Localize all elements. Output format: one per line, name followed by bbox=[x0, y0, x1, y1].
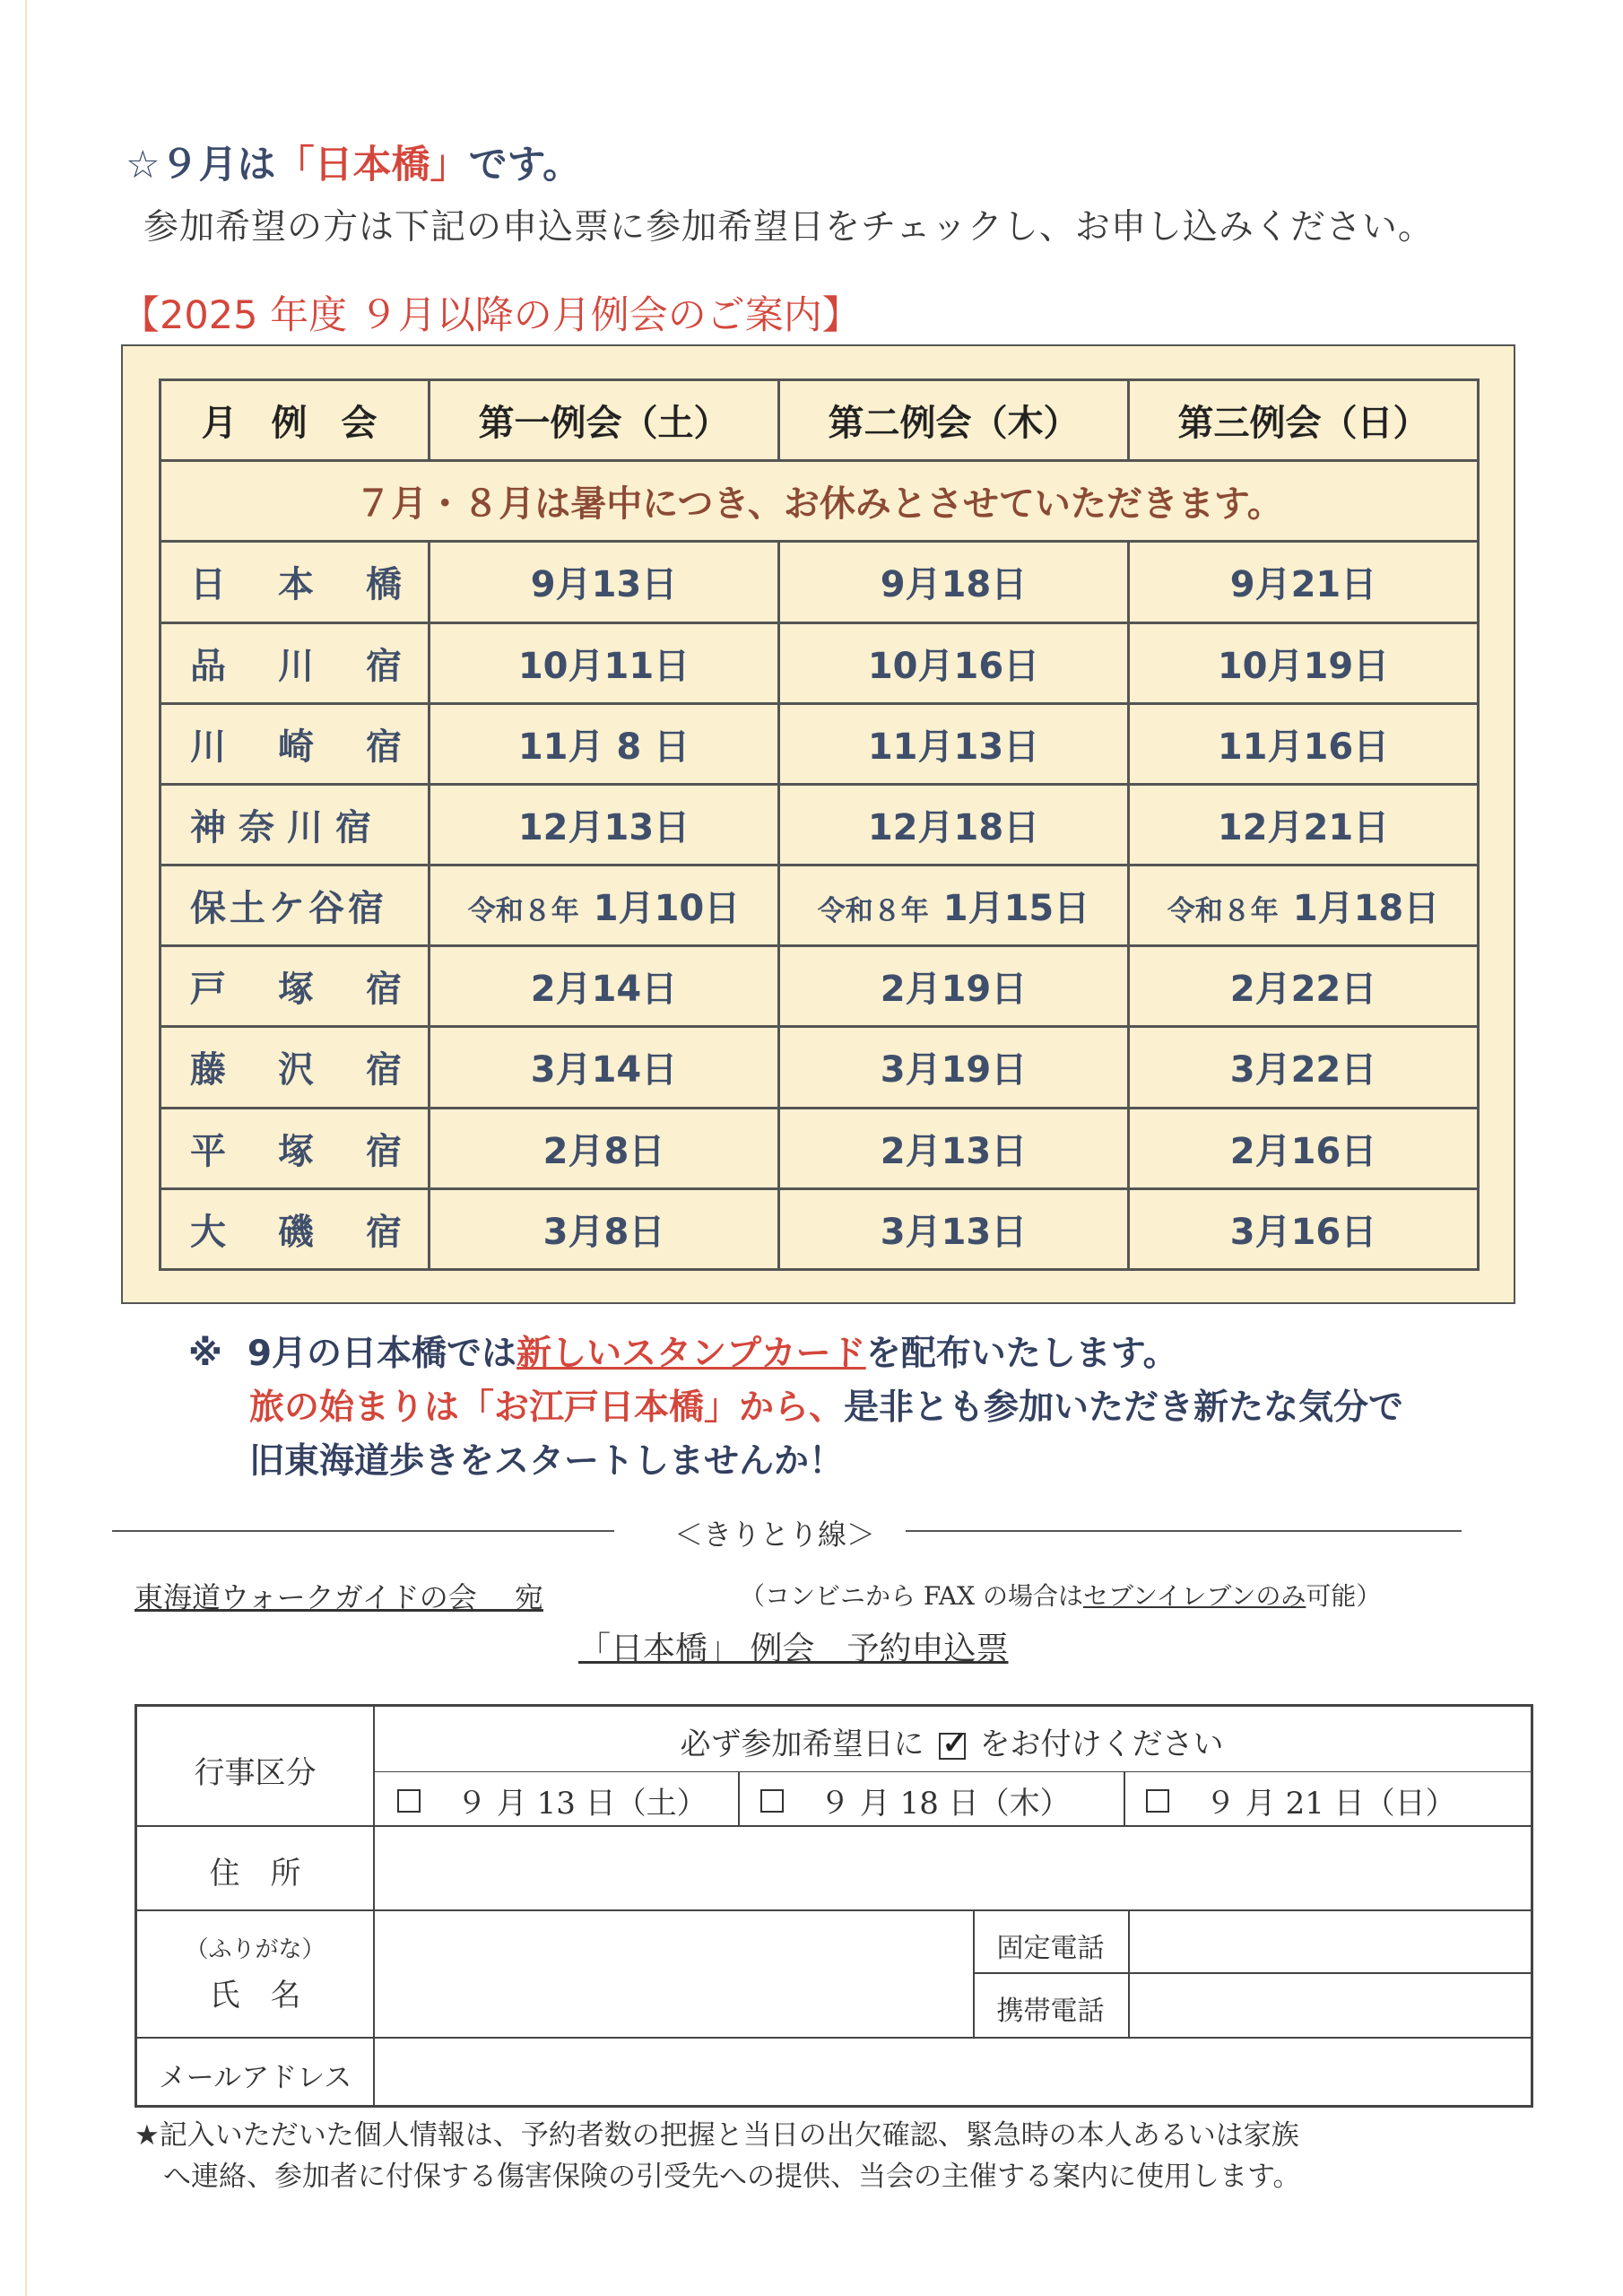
column-header: 第三例会（日） bbox=[1129, 380, 1479, 461]
landline-field[interactable] bbox=[1130, 1911, 1531, 1972]
date-cell: 12月21日 bbox=[1129, 784, 1479, 865]
date-cell: 9月13日 bbox=[430, 542, 779, 622]
mobile-field[interactable] bbox=[1130, 1974, 1531, 2037]
note-mark: ※ bbox=[188, 1334, 222, 1374]
name-field[interactable] bbox=[375, 1911, 973, 2037]
station-name: 戸塚宿 bbox=[161, 946, 430, 1027]
date-text: 1月10日 bbox=[593, 888, 741, 930]
furigana-label: （ふりがな） bbox=[185, 1936, 325, 1963]
table-row bbox=[161, 1027, 1479, 1108]
table-row bbox=[161, 1108, 1479, 1188]
note-line2 bbox=[188, 1381, 1403, 1435]
station-name: 保土ケ谷宿 bbox=[161, 865, 430, 946]
date-text: 1月18日 bbox=[1292, 888, 1440, 930]
date-cell: 3月19日 bbox=[779, 1027, 1129, 1108]
table-row bbox=[161, 1188, 1479, 1269]
privacy-footnote bbox=[135, 2115, 1301, 2197]
fax-note-b: 可能） bbox=[1306, 1581, 1382, 1611]
date-cell: 11月16日 bbox=[1129, 703, 1479, 784]
check-instruction bbox=[373, 1719, 1531, 1763]
checkbox-icon[interactable] bbox=[760, 1789, 784, 1813]
date-option-3[interactable] bbox=[1146, 1779, 1456, 1822]
cut-line-right bbox=[906, 1530, 1462, 1532]
date-option-label: ９ 月 18 日（木） bbox=[820, 1786, 1071, 1822]
schedule-heading: 【2025 年度 ９月以降の月例会のご案内】 bbox=[121, 293, 861, 338]
date-cell: 10月16日 bbox=[779, 622, 1129, 703]
addressee: 東海道ウォークガイドの会 宛 bbox=[135, 1580, 543, 1614]
station-name: 川崎宿 bbox=[161, 703, 430, 784]
date-option-2[interactable] bbox=[760, 1779, 1071, 1822]
station-name: 平塚宿 bbox=[161, 1108, 430, 1188]
note-line2-red: 旅の始まりは「お江戸日本橋」から、 bbox=[249, 1387, 845, 1428]
table-row bbox=[161, 542, 1479, 622]
schedule-panel bbox=[121, 344, 1515, 1304]
date-cell: 2月16日 bbox=[1129, 1108, 1479, 1188]
summer-break-row bbox=[161, 461, 1479, 542]
station-name: 大磯宿 bbox=[161, 1188, 430, 1269]
note-line1-red: 新しいスタンプカード bbox=[516, 1334, 866, 1374]
stamp-card-note bbox=[188, 1327, 1403, 1489]
date-cell: 3月8日 bbox=[430, 1188, 779, 1269]
note-line1-a: 9月の日本橋では bbox=[247, 1334, 517, 1374]
date-cell: 10月19日 bbox=[1129, 622, 1479, 703]
station-name: 品川宿 bbox=[161, 622, 430, 703]
station-name: 神奈川宿 bbox=[161, 784, 430, 865]
column-header: 第二例会（木） bbox=[779, 380, 1129, 461]
check-instruction-a: 必ず参加希望日に bbox=[680, 1726, 924, 1762]
era-label: 令和８年 bbox=[817, 895, 929, 928]
table-row bbox=[161, 703, 1479, 784]
date-text: 1月15日 bbox=[942, 888, 1090, 930]
intro-heading bbox=[126, 135, 581, 189]
fax-note-underlined: セブンイレブンのみ bbox=[1082, 1581, 1306, 1611]
footnote-line1: ★記入いただいた個人情報は、予約者数の把握と当日の出欠確認、緊急時の本人あるいは家族 bbox=[135, 2119, 1299, 2152]
table-row bbox=[161, 865, 1479, 946]
note-line2-b: 是非とも参加いただき新たな気分で bbox=[844, 1387, 1404, 1428]
date-option-label: ９ 月 13 日（土） bbox=[456, 1786, 707, 1822]
date-option-label: ９ 月 21 日（日） bbox=[1205, 1786, 1456, 1822]
date-cell: 2月8日 bbox=[430, 1108, 779, 1188]
form-divider bbox=[373, 1771, 1531, 1772]
column-header: 第一例会（土） bbox=[430, 380, 779, 461]
schedule-table bbox=[159, 378, 1480, 1271]
date-cell: 12月18日 bbox=[779, 784, 1129, 865]
intro-suffix: です。 bbox=[468, 143, 582, 187]
fax-note bbox=[740, 1577, 1381, 1613]
checkbox-icon[interactable] bbox=[1146, 1789, 1169, 1813]
date-cell bbox=[430, 865, 779, 946]
table-row bbox=[161, 946, 1479, 1027]
note-line3: 旧東海道歩きをスタートしませんか！ bbox=[249, 1441, 845, 1482]
date-cell: 3月22日 bbox=[1129, 1027, 1479, 1108]
note-line1-b: を配布いたします。 bbox=[865, 1334, 1178, 1374]
table-row bbox=[161, 784, 1479, 865]
date-cell bbox=[1129, 865, 1479, 946]
checkbox-checked-icon bbox=[939, 1733, 966, 1760]
form-divider bbox=[1124, 1771, 1125, 1825]
date-cell: 9月18日 bbox=[779, 542, 1129, 622]
date-cell: 11月 8 日 bbox=[430, 703, 779, 784]
date-cell: 3月16日 bbox=[1129, 1188, 1479, 1269]
date-cell: 2月22日 bbox=[1129, 946, 1479, 1027]
era-label: 令和８年 bbox=[1167, 895, 1279, 928]
intro-highlight: 「日本橋」 bbox=[275, 143, 469, 187]
event-label: 行事区分 bbox=[194, 1755, 317, 1791]
date-cell: 3月14日 bbox=[430, 1027, 779, 1108]
era-label: 令和８年 bbox=[467, 895, 579, 928]
date-cell: 11月13日 bbox=[779, 703, 1129, 784]
intro-prefix: ☆９月は bbox=[126, 143, 276, 187]
address-field[interactable] bbox=[375, 1827, 1531, 1909]
summer-break-notice: ７月・８月は暑中につき、お休みとさせていただきます。 bbox=[161, 461, 1479, 542]
page-edge-line bbox=[25, 0, 27, 2296]
station-name: 藤沢宿 bbox=[161, 1027, 430, 1108]
form-title: 「日本橋」 例会 予約申込票 bbox=[578, 1631, 1009, 1667]
cut-line-left bbox=[112, 1530, 614, 1532]
cut-line-label: ＜きりとり線＞ bbox=[674, 1518, 876, 1552]
column-header: 月 例 会 bbox=[161, 380, 430, 461]
name-label: 氏 名 bbox=[209, 1978, 301, 2013]
date-cell: 3月13日 bbox=[779, 1188, 1129, 1269]
fax-note-a: （コンビニから FAX の場合は bbox=[740, 1581, 1083, 1611]
date-cell: 2月19日 bbox=[779, 946, 1129, 1027]
station-name: 日本橋 bbox=[161, 542, 430, 622]
date-cell: 10月11日 bbox=[430, 622, 779, 703]
checkbox-icon[interactable] bbox=[397, 1789, 421, 1813]
email-field[interactable] bbox=[375, 2039, 1531, 2105]
form-divider bbox=[738, 1771, 740, 1825]
landline-label: 固定電話 bbox=[996, 1933, 1105, 1964]
reservation-form bbox=[135, 1704, 1533, 2108]
date-cell: 12月13日 bbox=[430, 784, 779, 865]
intro-instruction: 参加希望の方は下記の申込票に参加希望日をチェックし、お申し込みください。 bbox=[143, 207, 1434, 248]
date-cell bbox=[779, 865, 1129, 946]
schedule-header-row bbox=[161, 380, 1479, 461]
table-row bbox=[161, 622, 1479, 703]
date-cell: 9月21日 bbox=[1129, 542, 1479, 622]
date-option-1[interactable] bbox=[397, 1779, 707, 1822]
date-cell: 2月13日 bbox=[779, 1108, 1129, 1188]
mobile-label: 携帯電話 bbox=[996, 1996, 1105, 2027]
check-instruction-b: をお付けください bbox=[979, 1726, 1224, 1762]
address-label: 住 所 bbox=[209, 1856, 301, 1892]
footnote-line2: へ連絡、参加者に付保する傷害保険の引受先への提供、当会の主催する案内に使用します。 bbox=[163, 2161, 1301, 2193]
date-cell: 2月14日 bbox=[430, 946, 779, 1027]
email-label: メールアドレス bbox=[158, 2062, 352, 2094]
